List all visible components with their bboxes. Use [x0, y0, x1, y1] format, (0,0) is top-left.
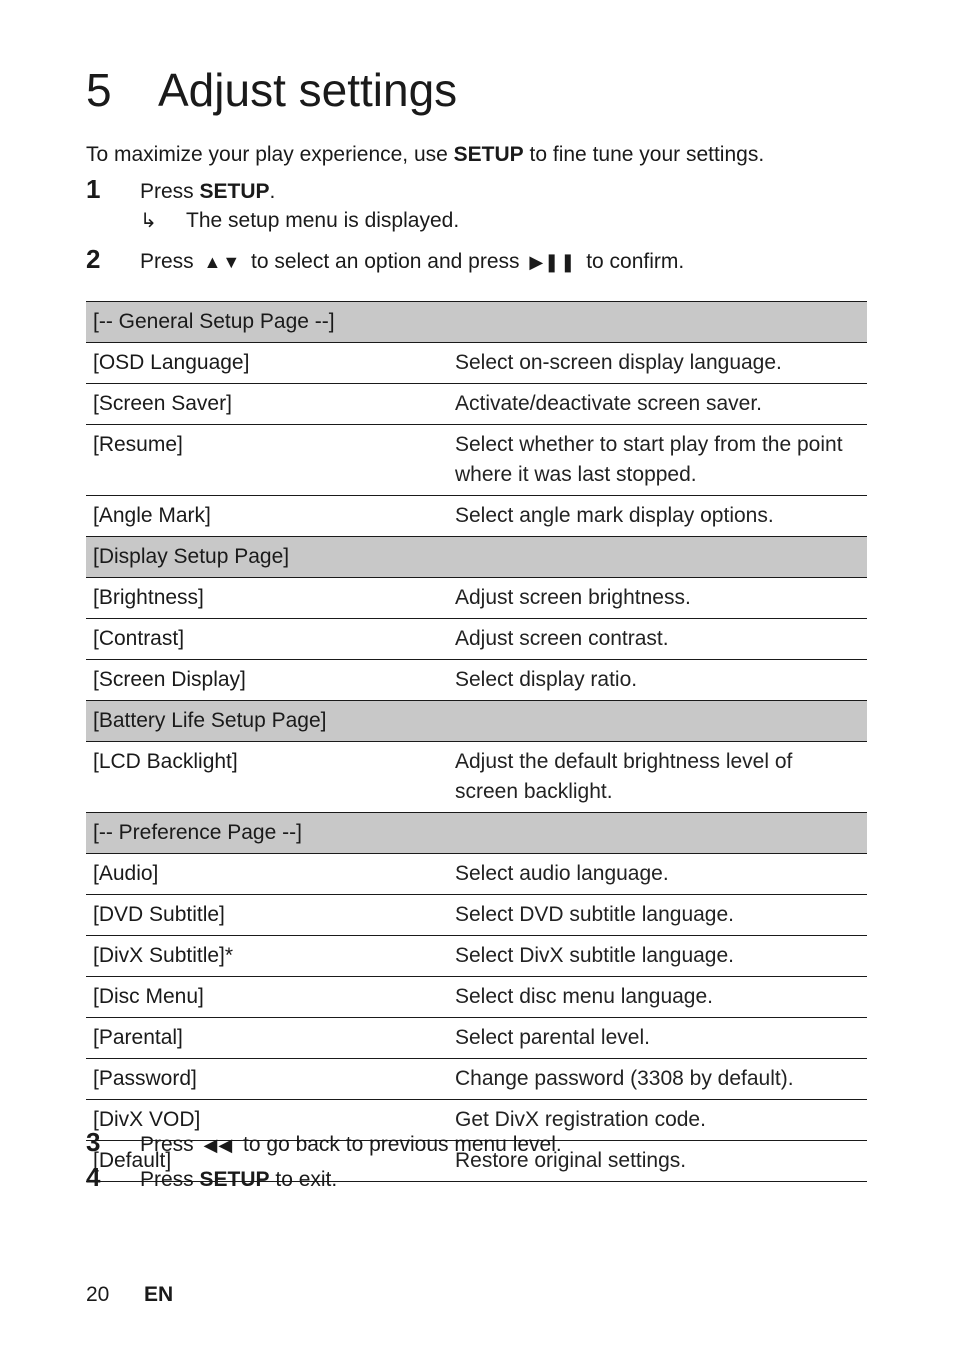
- table-row: [86, 1059, 867, 1100]
- option-name: [DivX VOD]: [86, 1100, 448, 1141]
- setup-keyword: SETUP: [453, 143, 524, 166]
- step-1-result: ↳ The setup menu is displayed.: [140, 207, 459, 235]
- option-name: [Screen Display]: [86, 660, 448, 701]
- option-description: Adjust screen contrast.: [448, 619, 867, 660]
- step-2: 2 Press ▲▼ to select an option and press ▶❚❚ to confirm.: [86, 244, 685, 274]
- table-row: [86, 936, 867, 977]
- option-description: Select on-screen display language.: [448, 343, 867, 384]
- option-description: Select angle mark display options.: [448, 496, 867, 537]
- option-name: [-- General Setup Page --]: [86, 302, 448, 343]
- chapter-title: Adjust settings: [158, 64, 458, 116]
- option-description: Select parental level.: [448, 1018, 867, 1059]
- step-number: 1: [86, 174, 101, 204]
- table-row: [86, 384, 867, 425]
- option-description: [448, 302, 867, 343]
- table-row: [86, 742, 867, 813]
- option-name: [-- Preference Page --]: [86, 813, 448, 854]
- option-name: [LCD Backlight]: [86, 742, 448, 813]
- up-down-arrows-icon: ▲▼: [203, 252, 242, 272]
- language-code: EN: [144, 1283, 174, 1306]
- option-description: Select DivX subtitle language.: [448, 936, 867, 977]
- option-description: Get DivX registration code.: [448, 1100, 867, 1141]
- option-description: Select audio language.: [448, 854, 867, 895]
- rewind-icon: ◀◀: [203, 1135, 234, 1155]
- option-name: [Default]: [86, 1141, 448, 1182]
- option-name: [DVD Subtitle]: [86, 895, 448, 936]
- table-row: [86, 578, 867, 619]
- option-name: [Screen Saver]: [86, 384, 448, 425]
- table-row: [86, 496, 867, 537]
- page-number: 20: [86, 1283, 110, 1306]
- table-row: [86, 660, 867, 701]
- intro-paragraph: To maximize your play experience, use SETUP to fine tune your settings.: [86, 143, 765, 166]
- option-name: [Display Setup Page]: [86, 537, 448, 578]
- option-name: [Disc Menu]: [86, 977, 448, 1018]
- table-row: [86, 895, 867, 936]
- option-description: Select disc menu language.: [448, 977, 867, 1018]
- option-description: Select DVD subtitle language.: [448, 895, 867, 936]
- table-section-row: [86, 813, 867, 854]
- option-name: [Parental]: [86, 1018, 448, 1059]
- option-description: Restore original settings.: [448, 1141, 867, 1182]
- option-name: [Contrast]: [86, 619, 448, 660]
- table-row: [86, 977, 867, 1018]
- option-name: [Battery Life Setup Page]: [86, 701, 448, 742]
- table-section-row: [86, 302, 867, 343]
- option-description: Adjust the default brightness level of screen backlight.: [448, 742, 867, 813]
- play-pause-icon: ▶❚❚: [529, 252, 577, 272]
- option-name: [Brightness]: [86, 578, 448, 619]
- table-row: [86, 619, 867, 660]
- page-footer: [86, 1281, 173, 1309]
- option-name: [Resume]: [86, 425, 448, 496]
- step-number: 2: [86, 244, 101, 274]
- option-description: Adjust screen brightness.: [448, 578, 867, 619]
- table-section-row: [86, 701, 867, 742]
- table-row: [86, 425, 867, 496]
- option-name: [Angle Mark]: [86, 496, 448, 537]
- table-row: [86, 854, 867, 895]
- option-name: [OSD Language]: [86, 343, 448, 384]
- option-description: Change password (3308 by default).: [448, 1059, 867, 1100]
- table-section-row: [86, 537, 867, 578]
- step-3: 3 Press ◀◀ to go back to previous menu level.: [86, 1127, 562, 1157]
- option-description: Select display ratio.: [448, 660, 867, 701]
- page-title: [86, 60, 457, 120]
- step-4: 4 Press SETUP to exit.: [86, 1162, 338, 1192]
- option-description: [448, 537, 867, 578]
- table-row: [86, 1018, 867, 1059]
- step-number: 4: [86, 1162, 101, 1192]
- result-arrow-icon: ↳: [140, 210, 157, 232]
- option-description: [448, 701, 867, 742]
- option-description: Select whether to start play from the point where it was last stopped.: [448, 425, 867, 496]
- option-description: Activate/deactivate screen saver.: [448, 384, 867, 425]
- option-description: [448, 813, 867, 854]
- option-name: [Password]: [86, 1059, 448, 1100]
- option-name: [Audio]: [86, 854, 448, 895]
- step-1: 1 Press SETUP.: [86, 174, 276, 204]
- option-name: [DivX Subtitle]*: [86, 936, 448, 977]
- settings-table: [86, 301, 867, 1182]
- step-number: 3: [86, 1127, 101, 1157]
- chapter-number: 5: [86, 64, 112, 116]
- table-row: [86, 343, 867, 384]
